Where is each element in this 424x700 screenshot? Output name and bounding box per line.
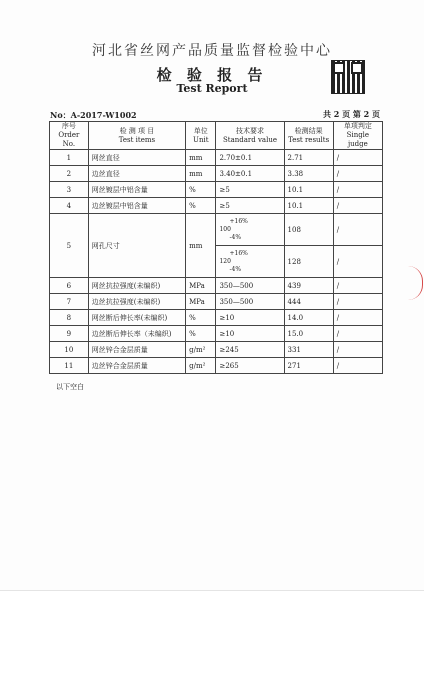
row-result: 10.1 <box>284 182 333 198</box>
row-standard: 350—500 <box>216 278 284 294</box>
row-unit: % <box>186 326 216 342</box>
row-item: 网丝直径 <box>88 150 185 166</box>
blank-below-note: 以下空白 <box>56 383 84 391</box>
row-no: 3 <box>50 182 89 198</box>
row-no: 11 <box>50 358 89 374</box>
row-unit: % <box>186 310 216 326</box>
row-no: 10 <box>50 342 89 358</box>
col-single-judge: 单项判定 Single judge <box>333 122 382 150</box>
table-row <box>50 358 383 374</box>
row-standard: +16% 120 -4% <box>216 246 284 278</box>
row-item: 边丝直径 <box>88 166 185 182</box>
report-title-en: Test Report <box>176 82 248 95</box>
row-unit: mm <box>186 214 216 278</box>
row-no: 6 <box>50 278 89 294</box>
row-result: 108 <box>284 214 333 246</box>
row-no: 4 <box>50 198 89 214</box>
row-result: 444 <box>284 294 333 310</box>
row-judge: / <box>333 166 382 182</box>
row-standard: ≥245 <box>216 342 284 358</box>
row-judge: / <box>333 294 382 310</box>
table-row <box>50 214 383 246</box>
seal-mark <box>408 266 423 300</box>
row-unit: g/m² <box>186 342 216 358</box>
row-item: 网丝锌合金层质量 <box>88 342 185 358</box>
row-judge: / <box>333 278 382 294</box>
row-unit: mm <box>186 166 216 182</box>
table-row <box>50 310 383 326</box>
row-result: 2.71 <box>284 150 333 166</box>
col-test-items: 检 测 项 目 Test items <box>88 122 185 150</box>
table-row <box>50 342 383 358</box>
page-indicator: 共 2 页 第 2 页 <box>322 109 380 119</box>
row-item: 边丝抗拉强度(未编织) <box>88 294 185 310</box>
row-judge: / <box>333 214 382 246</box>
row-standard: 350—500 <box>216 294 284 310</box>
table-row <box>50 166 383 182</box>
row-unit: % <box>186 182 216 198</box>
row-item: 边丝锌合金层质量 <box>88 358 185 374</box>
col-order-no: 序号 Order No. <box>50 122 89 150</box>
row-judge: / <box>333 310 382 326</box>
row-item: 网丝抗拉强度(未编织) <box>88 278 185 294</box>
row-unit: g/m² <box>186 358 216 374</box>
row-standard: ≥5 <box>216 198 284 214</box>
row-standard: 3.40±0.1 <box>216 166 284 182</box>
row-item: 边丝断后伸长率（未编织) <box>88 326 185 342</box>
row-judge: / <box>333 342 382 358</box>
table-row <box>50 326 383 342</box>
table-header-row <box>50 122 383 150</box>
col-unit: 单位 Unit <box>186 122 216 150</box>
row-no: 5 <box>50 214 89 278</box>
row-judge: / <box>333 326 382 342</box>
row-judge: / <box>333 198 382 214</box>
row-no: 7 <box>50 294 89 310</box>
table-row <box>50 278 383 294</box>
row-judge: / <box>333 182 382 198</box>
row-item: 网丝镀层中铝含量 <box>88 182 185 198</box>
row-no: 2 <box>50 166 89 182</box>
table-row <box>50 182 383 198</box>
table-row <box>50 150 383 166</box>
table-row <box>50 294 383 310</box>
row-unit: % <box>186 198 216 214</box>
row-judge: / <box>333 246 382 278</box>
row-result: 331 <box>284 342 333 358</box>
organization-name: 河北省丝网产品质量监督检验中心 <box>92 43 332 59</box>
row-result: 439 <box>284 278 333 294</box>
row-unit: mm <box>186 150 216 166</box>
row-item: 网孔尺寸 <box>88 214 185 278</box>
col-test-results: 检测结果 Test results <box>284 122 333 150</box>
row-result: 128 <box>284 246 333 278</box>
row-item: 网丝断后伸长率(未编织) <box>88 310 185 326</box>
row-standard: ≥10 <box>216 310 284 326</box>
row-unit: MPa <box>186 294 216 310</box>
row-no: 8 <box>50 310 89 326</box>
row-standard: ≥5 <box>216 182 284 198</box>
report-title-cn: 检 验 报 告 <box>156 66 268 84</box>
row-item: 边丝镀层中铝含量 <box>88 198 185 214</box>
row-standard: +16% 100 -4% <box>216 214 284 246</box>
row-result: 10.1 <box>284 198 333 214</box>
row-standard: ≥10 <box>216 326 284 342</box>
col-standard-value: 技术要求 Standard value <box>216 122 284 150</box>
row-result: 14.0 <box>284 310 333 326</box>
report-number: No：A-2017-W1002 <box>50 110 137 120</box>
row-judge: / <box>333 150 382 166</box>
row-judge: / <box>333 358 382 374</box>
row-unit: MPa <box>186 278 216 294</box>
row-no: 1 <box>50 150 89 166</box>
qr-code-icon <box>331 60 365 94</box>
row-no: 9 <box>50 326 89 342</box>
table-row <box>50 198 383 214</box>
test-results-table <box>49 121 383 374</box>
row-result: 3.38 <box>284 166 333 182</box>
row-result: 271 <box>284 358 333 374</box>
row-standard: ≥265 <box>216 358 284 374</box>
row-result: 15.0 <box>284 326 333 342</box>
row-standard: 2.70±0.1 <box>216 150 284 166</box>
